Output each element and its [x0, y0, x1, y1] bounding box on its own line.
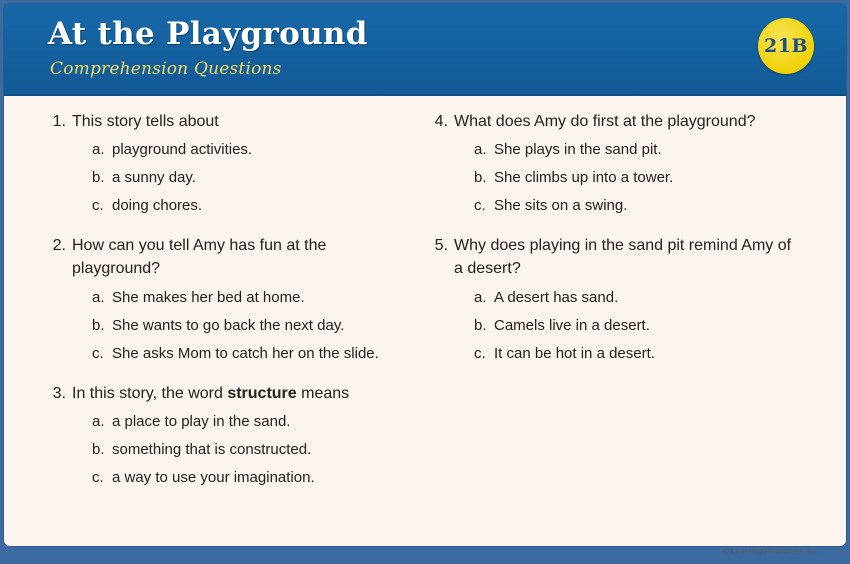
copyright-notice: © Learning Resources, Inc.	[722, 547, 820, 556]
questions-column-right	[426, 110, 816, 382]
choice-text: something that is constructed.	[112, 440, 312, 458]
choice-letter: c.	[92, 197, 104, 215]
choice-option[interactable]	[92, 167, 434, 188]
choice-letter: a.	[474, 288, 487, 306]
card-body	[4, 96, 846, 564]
choice-text: doing chores.	[112, 197, 203, 215]
question-prompt	[426, 234, 816, 280]
choice-letter: b.	[92, 440, 105, 458]
page-subtitle: Comprehension Questions	[50, 59, 282, 79]
question-prompt	[44, 234, 434, 280]
choice-option[interactable]	[474, 343, 816, 364]
choice-option[interactable]	[92, 287, 434, 308]
choice-letter: a.	[92, 288, 105, 306]
question-number: 5.	[434, 237, 448, 255]
choice-letter: b.	[474, 169, 487, 187]
question-number: 1.	[52, 113, 66, 130]
choice-letter: b.	[92, 169, 105, 187]
question-prompt	[44, 110, 434, 133]
question-text: Why does playing in the sand pit remind Amy of a desert?	[454, 237, 792, 278]
question-number: 3.	[52, 384, 66, 402]
choice-letter: a.	[474, 141, 487, 159]
choice-letter: c.	[92, 344, 104, 362]
choice-text: a way to use your imagination.	[112, 468, 315, 486]
card-number-badge	[758, 18, 814, 74]
question-keyword: structure	[227, 384, 297, 402]
choice-option[interactable]	[92, 439, 434, 460]
question-item	[426, 110, 816, 216]
choice-list	[44, 287, 434, 364]
question-text: How can you tell Amy has fun at the playground?	[72, 237, 327, 278]
choice-option[interactable]	[92, 139, 434, 160]
choice-option[interactable]	[92, 467, 434, 488]
question-prompt	[426, 110, 816, 133]
question-text	[72, 382, 349, 405]
choice-option[interactable]	[474, 195, 816, 216]
question-item	[44, 110, 434, 216]
page-title: At the Playground	[48, 16, 368, 52]
question-item	[426, 234, 816, 363]
question-number: 2.	[52, 237, 66, 255]
choice-text: A desert has sand.	[494, 288, 619, 306]
choice-text: Camels live in a desert.	[494, 316, 650, 334]
choice-option[interactable]	[474, 139, 816, 160]
question-card	[4, 4, 846, 556]
choice-text: She makes her bed at home.	[112, 288, 305, 306]
question-prompt	[44, 382, 434, 405]
choice-text: She asks Mom to catch her on the slide.	[112, 344, 379, 362]
choice-letter: c.	[474, 197, 486, 215]
questions-column-left	[44, 110, 434, 506]
choice-text: She sits on a swing.	[494, 197, 628, 215]
choice-text: a place to play in the sand.	[112, 412, 291, 430]
choice-text: She climbs up into a tower.	[494, 169, 674, 187]
choice-text: a sunny day.	[112, 169, 196, 187]
choice-option[interactable]	[474, 315, 816, 336]
choice-option[interactable]	[92, 195, 434, 216]
choice-letter: a.	[92, 141, 105, 159]
choice-text: She wants to go back the next day.	[112, 316, 345, 334]
choice-letter: b.	[92, 316, 105, 334]
choice-option[interactable]	[474, 167, 816, 188]
choice-list	[44, 411, 434, 488]
choice-text: She plays in the sand pit.	[494, 141, 662, 159]
question-text: What does Amy do first at the playground?	[454, 113, 756, 130]
question-item	[44, 234, 434, 363]
question-text: This story tells about	[72, 113, 219, 130]
choice-option[interactable]	[92, 315, 434, 336]
question-text-tail: means	[296, 384, 350, 402]
choice-letter: c.	[92, 468, 104, 486]
question-text-plain: In this story, the word	[72, 384, 228, 402]
choice-text: It can be hot in a desert.	[494, 344, 655, 362]
choice-option[interactable]	[92, 411, 434, 432]
choice-letter: c.	[474, 344, 486, 362]
question-item	[44, 382, 434, 488]
card-number-label: 21B	[764, 35, 808, 57]
question-number: 4.	[434, 113, 448, 130]
choice-list	[426, 287, 816, 364]
card-header	[4, 4, 846, 96]
choice-option[interactable]	[474, 287, 816, 308]
choice-list	[426, 139, 816, 216]
choice-text: playground activities.	[112, 141, 253, 159]
choice-letter: b.	[474, 316, 487, 334]
choice-list	[44, 139, 434, 216]
choice-letter: a.	[92, 412, 105, 430]
choice-option[interactable]	[92, 343, 434, 364]
